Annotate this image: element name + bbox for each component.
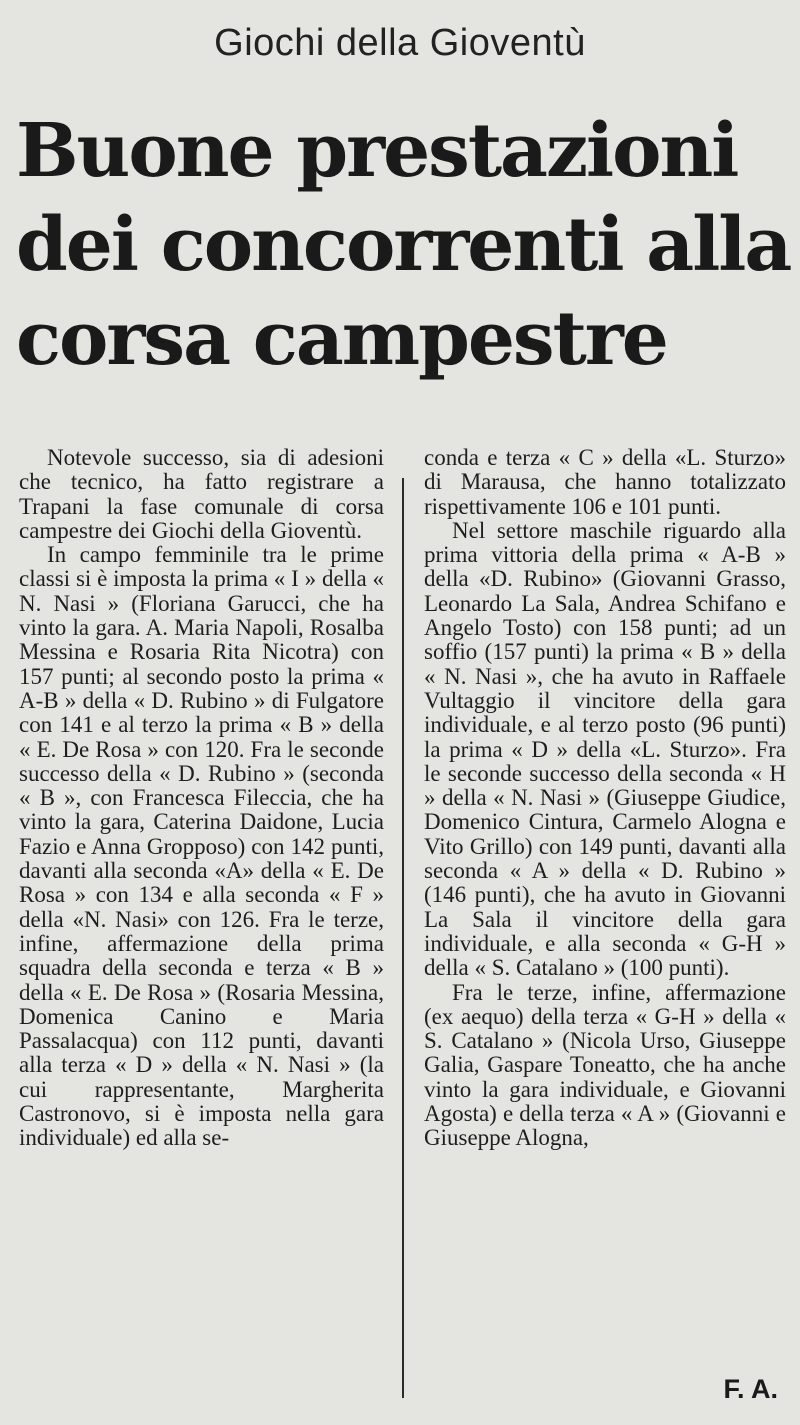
right-paragraph-2: Nel settore maschile riguardo alla prima vittoria della prima « A-B » della «D. Rubino» (Giovanni Grasso, Leonardo La Sala, Andrea Schifano e Angelo Tosto) con 158 punti; ad un soffio (157 punti) la prima « B » della « N. Nasi », che ha avuto in Raffaele Vultaggio il vincitore della gara individuale, e al terzo posto (96 punti) la prima « D » della «L. Sturzo». Fra le seconde successo della seconda « H » della « N. Nasi » (Giuseppe Giudice, Domenico Cintura, Carmelo Alogna e Vito Grillo) con 149 punti, davanti alla seconda « A » della « D. Rubino » (146 punti), che ha avuto in Giovanni La Sala il vincitore della gara individuale, e alla seconda « G-H » della « S. Catalano » (100 punti).	[424, 517, 786, 981]
column-divider	[402, 478, 404, 1398]
right-paragraph-3: Fra le terze, infine, affermazione (ex aequo) della terza « G-H » della « S. Catalano » (Nicola Urso, Giuseppe Galia, Gaspare Toneatto, che ha anche vinto la gara individuale, e Giovanni Agosta) e della terza « A » (Giovanni e Giuseppe Alogna,	[424, 979, 786, 1151]
section-kicker: Giochi della Gioventù	[214, 22, 586, 64]
article-headline	[16, 104, 796, 386]
article-column-left	[19, 446, 384, 1151]
headline-line-3: corsa campestre	[16, 296, 667, 382]
headline-line-1: Buone prestazioni	[16, 108, 738, 194]
headline-line-2: dei concorrenti alla	[16, 202, 791, 288]
left-paragraph-2: In campo femminile tra le prime classi si è imposta la prima « I » della « N. Nasi » (Floriana Garucci, che ha vinto la gara. A. Maria Napoli, Rosalba Messina e Rosaria Rita Nicotra) con 157 punti; al secondo posto la prima « A-B » della « D. Rubino » di Fulgatore con 141 e al terzo la prima « B » della « E. De Rosa » con 120. Fra le seconde successo della « D. Rubino » (seconda « B », con Francesca Fileccia, che ha vinto la gara, Caterina Daidone, Lucia Fazio e Anna Gropposo) con 142 punti, davanti alla seconda «A» della « E. De Rosa » con 134 e alla seconda « F » della «N. Nasi» con 126. Fra le terze, infine, affermazione della prima squadra della seconda e terza « B » della « E. De Rosa » (Rosaria Messina, Domenica Canino e Maria Passalacqua) con 112 punti, davanti alla terza « D » della « N. Nasi » (la cui rappresentante, Margherita Castronovo, si è imposta nella gara individuale) ed alla se-	[19, 542, 384, 1151]
left-paragraph-1: Notevole successo, sia di adesioni che tecnico, ha fatto registrare a Trapani la fase comunale di corsa campestre dei Giochi della Gioventù.	[19, 445, 384, 543]
article-column-right	[424, 446, 786, 1151]
right-paragraph-1: conda e terza « C » della «L. Sturzo» di Marausa, che hanno totalizzato rispettivamente 106 e 101 punti.	[424, 445, 786, 519]
author-signature: F. A.	[723, 1374, 778, 1404]
